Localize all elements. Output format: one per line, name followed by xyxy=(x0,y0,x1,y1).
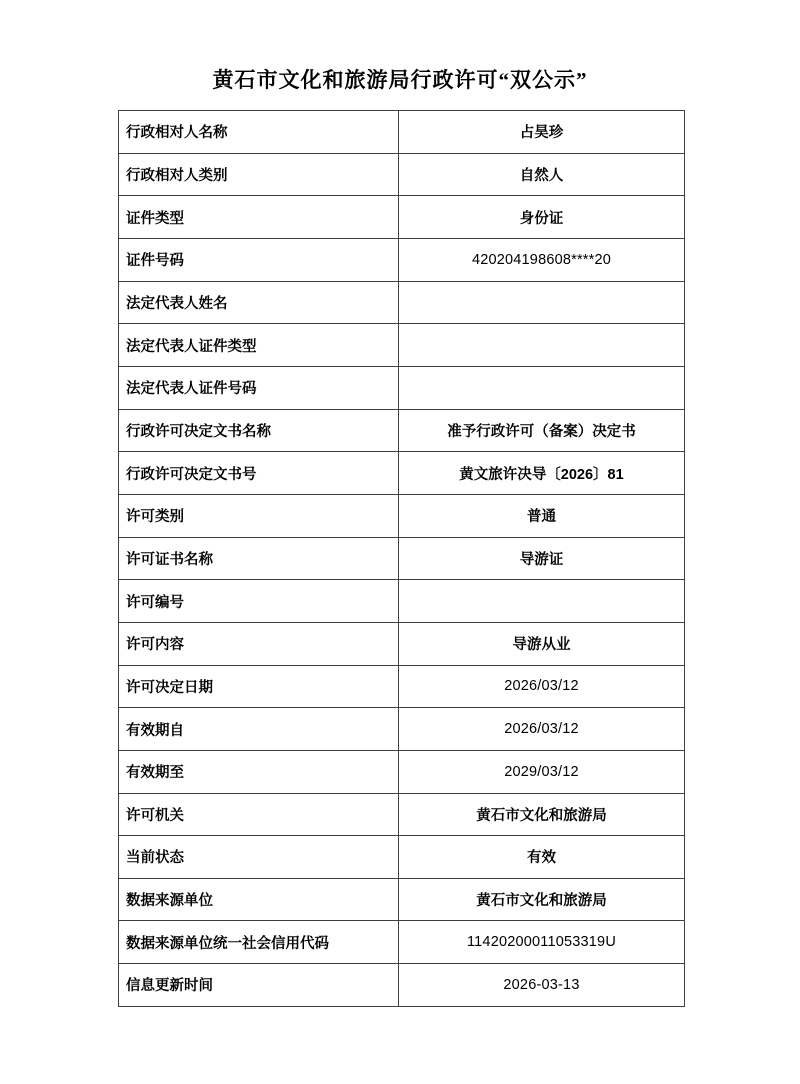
row-label: 行政相对人类别 xyxy=(119,153,399,196)
table-row xyxy=(119,537,685,580)
row-value xyxy=(399,324,685,367)
row-value: 2026/03/12 xyxy=(399,708,685,751)
table-row xyxy=(119,964,685,1007)
row-value: 占昊珍 xyxy=(399,111,685,154)
table-row xyxy=(119,708,685,751)
table-row xyxy=(119,281,685,324)
permit-table xyxy=(118,110,685,1007)
row-label: 数据来源单位 xyxy=(119,878,399,921)
row-label: 信息更新时间 xyxy=(119,964,399,1007)
row-label: 许可类别 xyxy=(119,494,399,537)
table-row xyxy=(119,494,685,537)
row-value: 导游从业 xyxy=(399,622,685,665)
table-row xyxy=(119,836,685,879)
row-label: 当前状态 xyxy=(119,836,399,879)
table-row xyxy=(119,580,685,623)
row-value: 2026/03/12 xyxy=(399,665,685,708)
row-value: 2026-03-13 xyxy=(399,964,685,1007)
table-row xyxy=(119,793,685,836)
table-row xyxy=(119,366,685,409)
table-row xyxy=(119,111,685,154)
row-value xyxy=(399,366,685,409)
row-value: 普通 xyxy=(399,494,685,537)
row-label: 证件号码 xyxy=(119,238,399,281)
table-row xyxy=(119,622,685,665)
row-label: 有效期至 xyxy=(119,750,399,793)
row-value xyxy=(399,281,685,324)
row-value: 身份证 xyxy=(399,196,685,239)
table-row xyxy=(119,238,685,281)
table-row xyxy=(119,750,685,793)
row-label: 法定代表人证件类型 xyxy=(119,324,399,367)
row-label: 数据来源单位统一社会信用代码 xyxy=(119,921,399,964)
row-value: 导游证 xyxy=(399,537,685,580)
row-label: 许可证书名称 xyxy=(119,537,399,580)
row-label: 许可编号 xyxy=(119,580,399,623)
table-row xyxy=(119,196,685,239)
permit-table-body xyxy=(119,111,685,1007)
row-label: 许可内容 xyxy=(119,622,399,665)
table-row xyxy=(119,665,685,708)
row-value: 有效 xyxy=(399,836,685,879)
row-value: 黄文旅许决导〔2026〕81 xyxy=(399,452,685,495)
row-label: 行政许可决定文书号 xyxy=(119,452,399,495)
row-label: 许可机关 xyxy=(119,793,399,836)
row-value xyxy=(399,580,685,623)
row-value: 420204198608****20 xyxy=(399,238,685,281)
page-title: 黄石市文化和旅游局行政许可“双公示” xyxy=(212,68,588,92)
row-label: 法定代表人姓名 xyxy=(119,281,399,324)
table-row xyxy=(119,324,685,367)
row-label: 有效期自 xyxy=(119,708,399,751)
row-value: 黄石市文化和旅游局 xyxy=(399,793,685,836)
row-label: 许可决定日期 xyxy=(119,665,399,708)
row-value: 2029/03/12 xyxy=(399,750,685,793)
table-row xyxy=(119,452,685,495)
table-row xyxy=(119,921,685,964)
row-value: 自然人 xyxy=(399,153,685,196)
row-value: 准予行政许可（备案）决定书 xyxy=(399,409,685,452)
table-row xyxy=(119,409,685,452)
row-value: 黄石市文化和旅游局 xyxy=(399,878,685,921)
table-row xyxy=(119,878,685,921)
row-label: 法定代表人证件号码 xyxy=(119,366,399,409)
row-label: 行政许可决定文书名称 xyxy=(119,409,399,452)
row-label: 行政相对人名称 xyxy=(119,111,399,154)
table-row xyxy=(119,153,685,196)
row-label: 证件类型 xyxy=(119,196,399,239)
row-value: 11420200011053319U xyxy=(399,921,685,964)
